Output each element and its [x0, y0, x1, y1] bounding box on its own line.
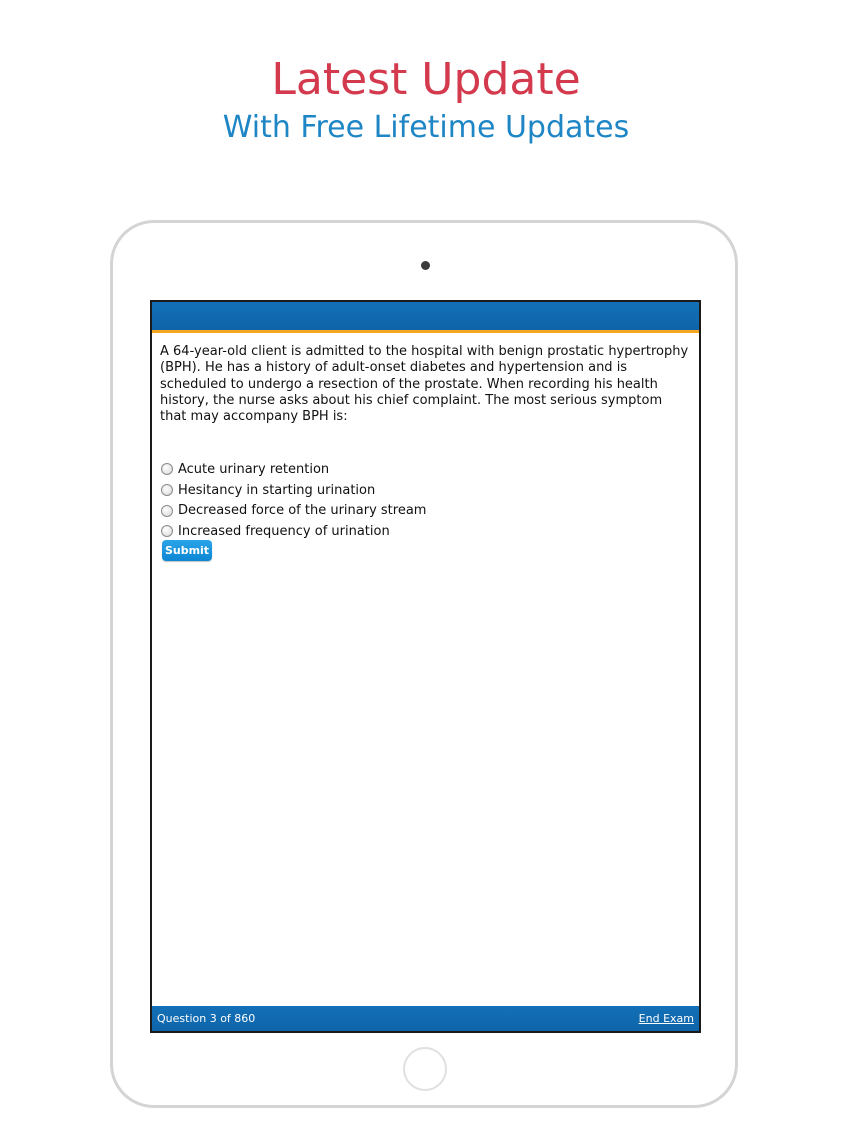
radio-button-icon[interactable] — [161, 505, 173, 517]
radio-button-icon[interactable] — [161, 484, 173, 496]
camera-icon — [421, 261, 430, 270]
submit-button[interactable]: Submit — [162, 540, 212, 561]
app-screen — [150, 300, 701, 1033]
header-bar — [152, 302, 699, 333]
answer-option-label: Increased frequency of urination — [178, 523, 390, 539]
question-counter: Question 3 of 860 — [157, 1012, 256, 1025]
promo-subheadline: With Free Lifetime Updates — [222, 110, 630, 145]
question-text: A 64-year-old client is admitted to the hospital with benign prostatic hypertrophy (BPH). He has a history of adult-onset diabetes and hypertension and is scheduled to undergo a resection of the prostate. When recording his health history, the nurse asks about his chief complaint. The most serious symptom that may accompany BPH is: — [160, 344, 689, 425]
answer-option-label: Hesitancy in starting urination — [178, 482, 376, 498]
footer-bar — [152, 1006, 699, 1031]
answer-option-3[interactable] — [161, 500, 681, 521]
radio-button-icon[interactable] — [161, 525, 173, 537]
answer-option-2[interactable] — [161, 480, 681, 501]
answer-option-1[interactable] — [161, 459, 681, 480]
radio-button-icon[interactable] — [161, 463, 173, 475]
answer-options — [161, 459, 681, 542]
answer-option-label: Decreased force of the urinary stream — [178, 503, 427, 519]
answer-option-4[interactable] — [161, 521, 681, 542]
promo-headline: Latest Update — [271, 54, 581, 105]
home-button-icon[interactable] — [403, 1047, 447, 1091]
answer-option-label: Acute urinary retention — [178, 461, 330, 477]
end-exam-link[interactable]: End Exam — [638, 1012, 694, 1025]
